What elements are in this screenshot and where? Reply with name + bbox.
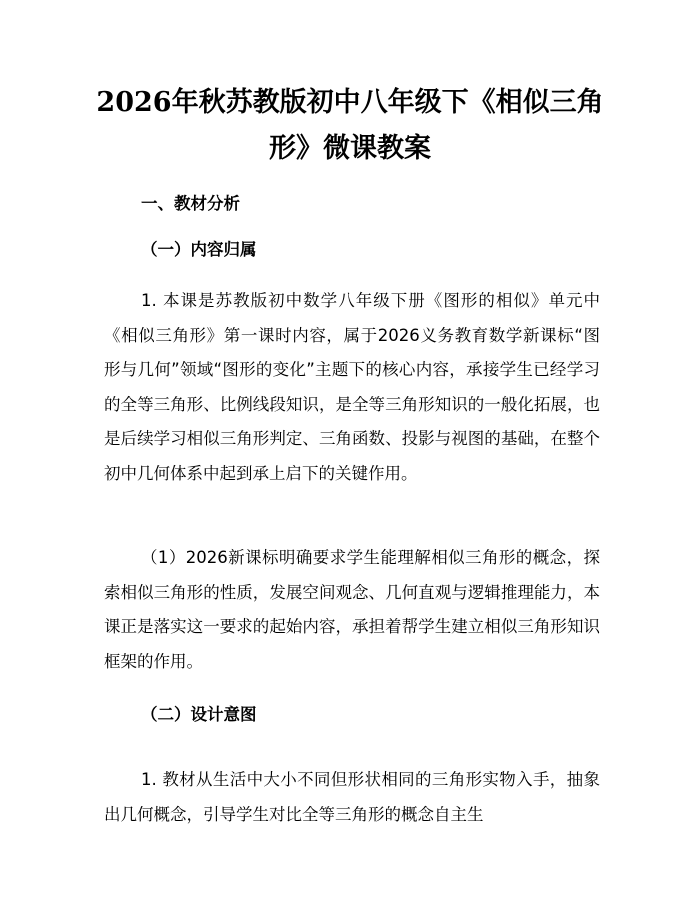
paragraph-curriculum-requirement: （1）2026新课标明确要求学生能理解相似三角形的概念，探索相似三角形的性质，发展空间观念、几何直观与逻辑推理能力，本课正是落实这一要求的起始内容，承担着帮学生建立相似三角形知识框架的作用。 bbox=[104, 548, 600, 671]
section-heading-textbook-analysis: 一、教材分析 bbox=[141, 194, 240, 213]
paragraph-content-overview: 1. 本课是苏教版初中数学八年级下册《图形的相似》单元中《相似三角形》第一课时内容，属于2026义务教育数学新课标“图形与几何”领域“图形的变化”主题下的核心内容，承接学生已经学习的全等三角形、比例线段知识，是全等三角形知识的一般化拓展，也是后续学习相似三角形判定、三角函数、投影与视图的基础，在整个初中几何体系中起到承上启下的关键作用。 bbox=[104, 291, 600, 483]
subsection-heading-content: （一）内容归属 bbox=[141, 240, 257, 259]
paragraph-design-intent: 1. 教材从生活中大小不同但形状相同的三角形实物入手，抽象出几何概念，引导学生对比全等三角形的概念自主生 bbox=[104, 770, 600, 824]
document-title-line-1: 2026年秋苏教版初中八年级下《相似三角 bbox=[96, 87, 604, 118]
subsection-heading-design-intent: （二）设计意图 bbox=[141, 705, 257, 724]
document-title-line-2: 形》微课教案 bbox=[269, 133, 431, 164]
